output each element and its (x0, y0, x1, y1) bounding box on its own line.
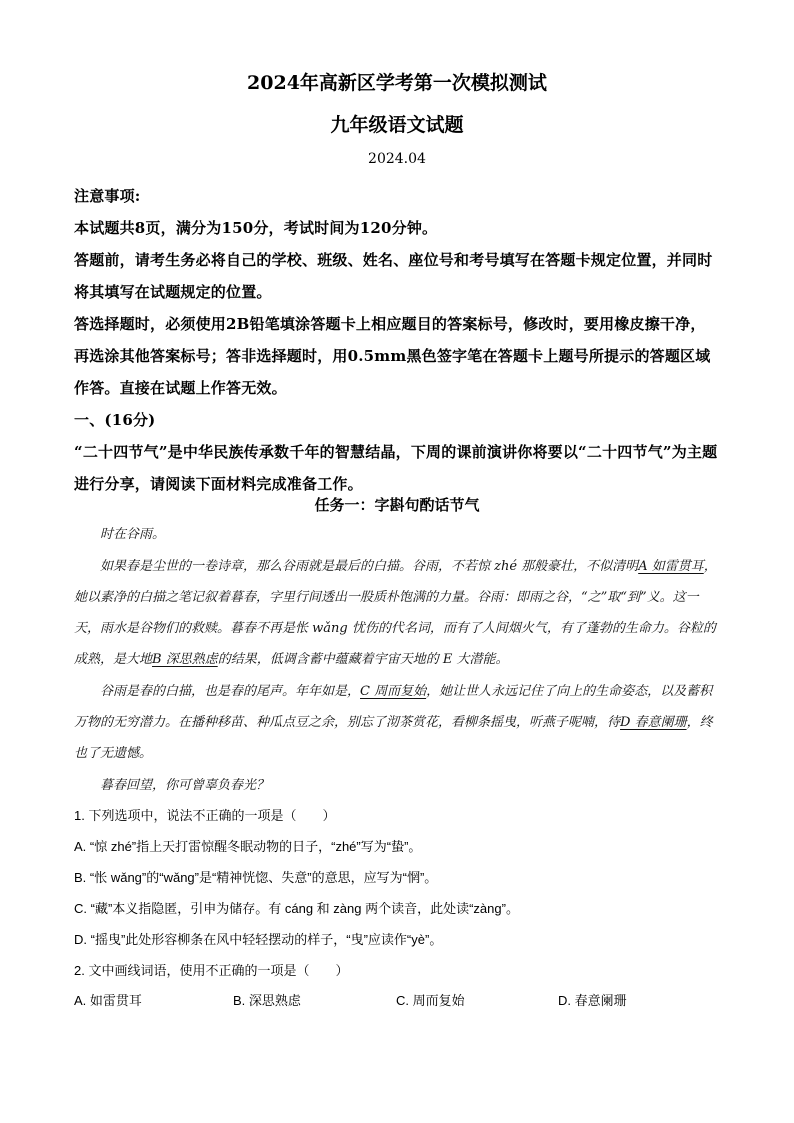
question-1: 1. 下列选项中，说法不正确的一项是（ ） (74, 808, 336, 823)
exam-subtitle: 九年级语文试题 (330, 114, 464, 136)
exam-title: 2024年高新区学考第一次模拟测试 (247, 72, 547, 94)
question-1-option-d: D. “摇曳”此处形容柳条在风中轻轻摆动的样子，“曳”应读作“yè”。 (74, 932, 443, 947)
section-heading: 一、(16分) (74, 411, 156, 429)
passage-paragraph-3 (74, 676, 720, 769)
notice-line-1: 本试题共8页，满分为150分，考试时间为120分钟。 (74, 219, 438, 237)
passage-text: 谷雨是春的白描，也是春的尾声。年年如是， (100, 684, 361, 699)
question-2-option-d: D. 春意阑珊 (558, 993, 627, 1008)
underlined-term-c: C 周而复始 (360, 684, 427, 699)
notice-block (74, 180, 720, 500)
question-1-option-a: A. “惊 zhé”指上天打雷惊醒冬眠动物的日子，“zhé”写为“蛰”。 (74, 839, 422, 854)
task-title: 任务一：字斟句酌话节气 (314, 496, 480, 514)
underlined-term-b: B 深思熟虑 (152, 652, 218, 667)
question-1-option-c: C. “藏”本义指隐匿，引申为储存。有 cáng 和 zàng 两个读音，此处读“zàng”。 (74, 901, 519, 916)
question-2-option-c: C. 周而复始 (396, 993, 465, 1008)
passage-paragraph-2 (74, 551, 720, 675)
underlined-term-a: A 如雷贯耳 (638, 559, 704, 574)
underlined-term-d: D 春意阑珊 (620, 715, 687, 730)
question-2-option-a: A. 如雷贯耳 (74, 993, 142, 1008)
passage-text: 的结果，低调含蓄中蕴藏着宇宙天地的 E 大潜能。 (217, 652, 509, 667)
passage-text: ，终也了无遗憾。 (74, 715, 713, 761)
passage-text: 如果春是尘世的一卷诗章，那么谷雨就是最后的白描。谷雨，不若惊 zhé 那般豪壮，不似清明 (100, 559, 639, 574)
passage-text: ，她让世人永远记住了向上的生命姿态，以及蓄积万物的无穷潜力。在播种移苗、种瓜点豆之余，别忘了沏茶赏花，看柳条摇曳，听燕子呢喃，待 (74, 684, 713, 730)
notice-heading: 注意事项: (74, 187, 141, 205)
passage-paragraph-1: 时在谷雨。 (100, 527, 166, 542)
exam-date: 2024.04 (368, 151, 426, 167)
passage-text: ，她以素净的白描之笔记叙着暮春，字里行间透出一股质朴饱满的力量。谷雨：即雨之谷，“之”取“到”义。这一天，雨水是谷物们的救赎。暮春不再是怅 wǎng 忧伤的代名词，而有了人间烟火气，有了蓬勃的生命力。谷粒的成熟，是大地 (74, 559, 717, 667)
notice-line-2: 答题前，请考生务必将自己的学校、班级、姓名、座位号和考号填写在答题卡规定位置，并同时将其填写在试题规定的位置。 (74, 251, 713, 301)
passage-paragraph-4: 暮春回望，你可曾辜负春光？ (100, 778, 270, 793)
notice-line-3: 答选择题时，必须使用2B铅笔填涂答题卡上相应题目的答案标号，修改时，要用橡皮擦干净，再选涂其他答案标号；答非选择题时，用0.5mm黑色签字笔在答题卡上题号所提示的答题区域作答。直接在试题上作答无效。 (74, 315, 711, 397)
question-2: 2. 文中画线词语，使用不正确的一项是（ ） (74, 963, 349, 978)
question-1-option-b: B. “怅 wǎng”的“wǎng”是“精神恍惚、失意”的意思，应写为“惘”。 (74, 870, 438, 885)
question-2-option-b: B. 深思熟虑 (233, 993, 301, 1008)
section-intro: “二十四节气”是中华民族传承数千年的智慧结晶，下周的课前演讲你将要以“二十四节气”为主题进行分享，请阅读下面材料完成准备工作。 (74, 443, 718, 493)
